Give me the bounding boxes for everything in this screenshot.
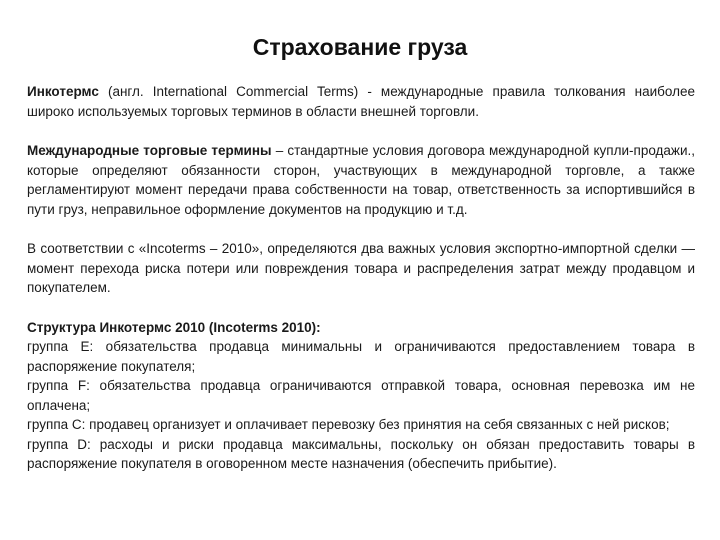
paragraph-structure [27,318,695,474]
slide-title: Страхование груза [252,34,468,60]
term-trade-terms: Международные торговые термины [27,143,272,158]
structure-heading: Структура Инкотермс 2010 (Incoterms 2010): [27,319,321,335]
group-d-item: группа D: расходы и риски продавца максимальны, поскольку он обязан предоставить товары в распоряжение покупателя в оговоренном месте назначения (обеспечить прибытие). [27,436,695,471]
incoterms-definition-text: (англ. International Commercial Terms) - международные правила толкования наиболее широко используемых торговых терминов в области внешней торговли. [27,84,695,119]
paragraph-trade-terms-definition [27,141,695,219]
trade-terms-definition-text: – стандартные условия договора международной купли-продажи., которые определяют обязанности сторон, участвующих в международной торговле, а также регламентируют момент передачи права собственности на товар, ответственность за испортившийся в пути груз, неправильное оформление документов на продукцию и т.д. [27,143,695,217]
paragraph-incoterms-definition [27,82,695,121]
group-e-item: группа E: обязательства продавца минимальны и ограничиваются предоставлением товара в распоряжение покупателя; [27,339,695,374]
group-f-item: группа F: обязательства продавца ограничиваются отправкой товара, основная перевозка им не оплачена; [27,378,695,413]
paragraph-incoterms-2010-conditions: В соответствии с «Incoterms – 2010», определяются два важных условия экспортно-импортной сделки — момент перехода риска потери или повреждения товара и распределения затрат между продавцом и покупателем. [27,241,695,295]
group-c-item: группа C: продавец организует и оплачивает перевозку без принятия на себя связанных с ней рисков; [27,417,670,432]
slide-content [27,82,695,474]
term-incoterms: Инкотермс [27,84,99,99]
